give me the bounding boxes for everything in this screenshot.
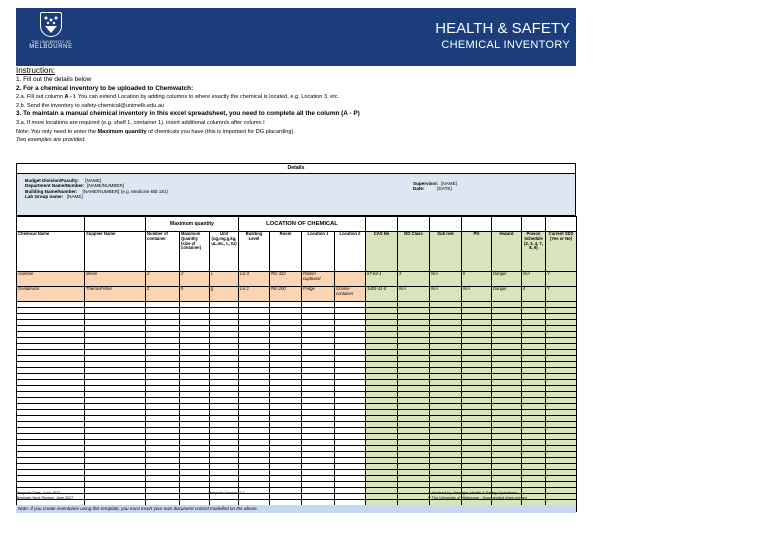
example-row-1 xyxy=(17,272,577,287)
authorised-by: Authorised by: Manager, Health & Safety, Operations xyxy=(428,491,517,495)
logo-name-text: MELBOURNE xyxy=(29,44,73,50)
column-header: Current SDS (Yes or No) xyxy=(546,232,577,272)
logo-small-text: THE UNIVERSITY OF xyxy=(31,40,71,44)
table-cell[interactable]: g xyxy=(210,287,239,302)
location-header: LOCATION OF CHEMICAL xyxy=(239,217,366,232)
column-header: CAS No xyxy=(366,232,398,272)
details-title: Details xyxy=(17,164,575,174)
column-header: Maximum Quantity (size of container) xyxy=(180,232,210,272)
page-subtitle: CHEMICAL INVENTORY xyxy=(441,39,570,51)
table-cell[interactable]: Merck xyxy=(85,272,146,287)
copyright: © The University of Melbourne - Uncontrolled when printed xyxy=(428,496,527,500)
column-header: Chemical Name xyxy=(17,232,85,272)
footer-note: Note: If you create inventories using this template, you must insert your own document control modelled on the above. xyxy=(16,505,576,513)
table-group-header-row xyxy=(17,217,577,232)
table-cell[interactable]: N/A xyxy=(430,287,462,302)
table-header-row xyxy=(17,232,577,272)
column-header: Location 2 xyxy=(335,232,366,272)
table-cell[interactable]: II xyxy=(462,272,492,287)
details-section xyxy=(16,163,576,216)
template-review: Template Next Review: June 2027 xyxy=(16,496,74,500)
table-cell[interactable]: 5 xyxy=(180,287,210,302)
instructions-heading: Instruction: xyxy=(16,66,56,75)
table-cell[interactable]: N/A xyxy=(462,287,492,302)
page-title: HEALTH & SAFETY xyxy=(435,20,570,37)
budget-field[interactable]: [NAME] xyxy=(85,178,102,183)
instructions xyxy=(16,66,576,145)
supervisor-field[interactable]: [NAME] xyxy=(441,181,457,186)
date-field[interactable]: [DATE] xyxy=(437,186,452,192)
blank-rows xyxy=(17,302,577,512)
lab-group-field[interactable]: [NAME] xyxy=(66,194,83,200)
column-header: Number of container xyxy=(146,232,180,272)
table-cell[interactable]: 2 xyxy=(146,272,180,287)
instruction-line: 1. Fill out the details below xyxy=(16,76,92,83)
details-left: Budget Division/Faculty: [NAME] Department Name/Number: [NAME/NUMBER] Building Name/Number: [NAME/NUMBER] (e.g. Medicine Bld 181) Lab Group name: [NAME] xyxy=(25,178,168,200)
university-logo xyxy=(28,12,74,62)
table-cell[interactable]: 4 xyxy=(522,287,546,302)
details-right: Supervisor: [NAME] Date: [DATE] xyxy=(413,181,457,192)
table-cell[interactable]: Lvl 2 xyxy=(239,287,270,302)
table-cell[interactable]: N/A xyxy=(430,272,462,287)
inventory-table xyxy=(16,216,577,512)
table-cell[interactable]: Danger xyxy=(492,272,522,287)
table-cell[interactable]: N/A xyxy=(522,272,546,287)
column-header: Unit (ug,mg,g,kg, uL,mL, L, IU) xyxy=(210,232,239,272)
column-header: Sub risk xyxy=(430,232,462,272)
table-cell[interactable]: Rm 322 xyxy=(270,272,302,287)
table-cell[interactable]: L xyxy=(210,272,239,287)
table-cell[interactable]: 2 xyxy=(180,272,210,287)
table-cell[interactable]: Gnome container xyxy=(335,287,366,302)
table-cell[interactable]: Fridge xyxy=(302,287,335,302)
instruction-line: 2. For a chemical inventory to be uploaded to Chemwatch: xyxy=(16,84,194,92)
table-cell[interactable]: 67-64-1 xyxy=(366,272,398,287)
department-field[interactable]: [NAME/NUMBER] xyxy=(87,183,125,189)
table-cell[interactable]: 3 xyxy=(398,272,430,287)
table-cell[interactable]: Danger xyxy=(492,287,522,302)
template-date: Template Date: June 2022 xyxy=(16,491,61,495)
example-row-2 xyxy=(17,287,577,302)
instruction-line: 2.b. Send the inventory to safety-chemical@unimelb.edu.au xyxy=(16,102,165,109)
table-cell[interactable]: Gentamicin xyxy=(17,287,85,302)
column-header: Poison Schedule (2, 3, 4, 7, 8, 9) xyxy=(522,232,546,272)
instruction-line: Two examples are provided. xyxy=(16,137,86,144)
instruction-line: Note: You only need to enter the Maximum quantity of chemicals you have (this is important for DG placarding). xyxy=(16,128,295,135)
footer-right xyxy=(428,491,527,501)
table-cell[interactable]: Y xyxy=(546,272,577,287)
table-cell[interactable]: N/A xyxy=(398,287,430,302)
max-quantity-header: Maximum quantity xyxy=(146,217,239,232)
footer-left xyxy=(16,491,74,501)
instruction-line: 2.a. Fill out column A - I. You can extend Location by adding columns to where exactly the chemical is located, e.g. Location 3, etc. xyxy=(16,94,340,101)
crest-icon xyxy=(40,12,62,37)
table-cell[interactable]: Flamm cupboard xyxy=(302,272,335,287)
column-header: Supplier Name xyxy=(85,232,146,272)
column-header: Location 1 xyxy=(302,232,335,272)
table-cell[interactable] xyxy=(335,272,366,287)
column-header: Building Level xyxy=(239,232,270,272)
instruction-line: 3.a. If more locations are required (e.g. shelf 1, container 1), insert additional column/s after column I xyxy=(16,119,265,126)
instruction-line: 3. To maintain a manual chemical inventory in this excel spreadsheet, you need to complete all the column (A - P) xyxy=(16,110,360,118)
column-header: DG Class xyxy=(398,232,430,272)
table-cell[interactable]: 2 xyxy=(146,287,180,302)
column-header: Hazard xyxy=(492,232,522,272)
header-banner xyxy=(16,8,576,66)
building-field[interactable]: [NAME/NUMBER] (e.g. Medicine Bld 181) xyxy=(82,188,168,194)
table-cell[interactable]: Acetone xyxy=(17,272,85,287)
table-cell[interactable]: Rm 200 xyxy=(270,287,302,302)
table-cell[interactable]: 1405-41-0 xyxy=(366,287,398,302)
table-cell[interactable]: ThermoFisher xyxy=(85,287,146,302)
column-header: PG xyxy=(462,232,492,272)
table-cell[interactable]: Y xyxy=(546,287,577,302)
column-header: Room xyxy=(270,232,302,272)
table-cell[interactable]: Lvl 3 xyxy=(239,272,270,287)
template-version: Template Version: 2.2 xyxy=(208,491,245,495)
